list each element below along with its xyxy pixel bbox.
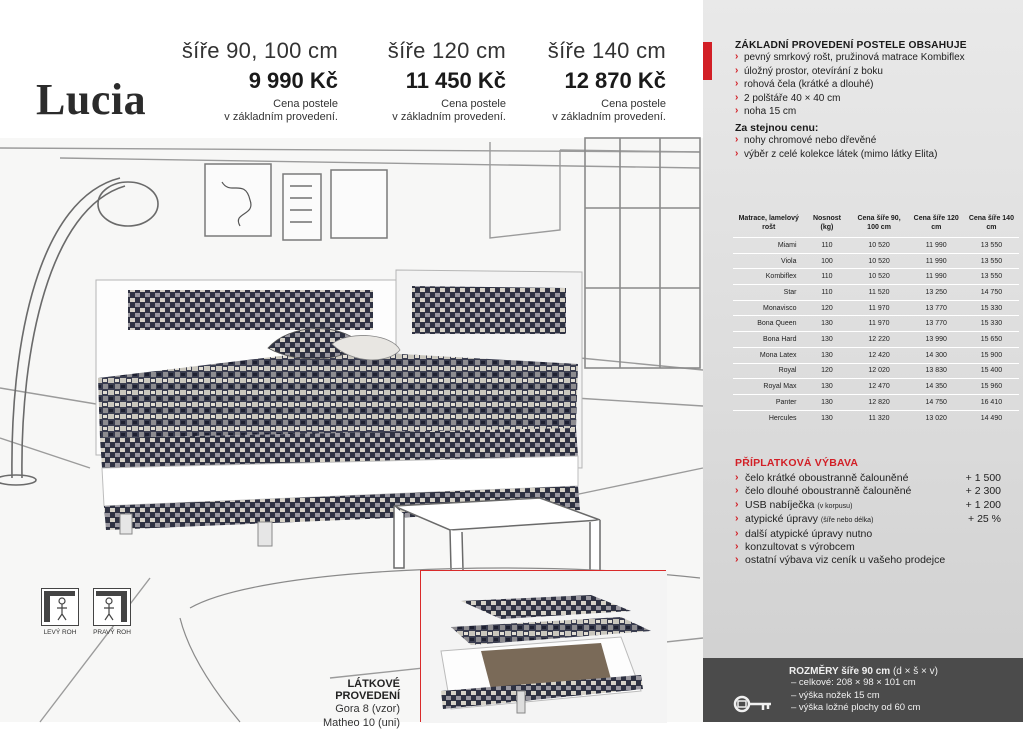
price-width: šíře 90, 100 cm bbox=[181, 38, 338, 63]
extras-label-text: atypické úpravy bbox=[745, 513, 818, 526]
table-header: Nosnost (kg) bbox=[812, 215, 841, 231]
extras-item bbox=[735, 554, 1001, 567]
storage-photo-inset bbox=[420, 570, 666, 722]
table-cell: 110 bbox=[805, 285, 850, 301]
table-cell: 13 550 bbox=[964, 238, 1019, 254]
dimensions bbox=[789, 666, 1019, 715]
table-cell-name: Miami bbox=[733, 238, 805, 254]
fabric-info bbox=[288, 678, 400, 730]
spec-list bbox=[735, 51, 1017, 119]
table-cell: 13 550 bbox=[964, 253, 1019, 269]
extras-item-label bbox=[735, 554, 945, 567]
table-cell: 13 250 bbox=[909, 285, 964, 301]
table-cell-name: Royal Max bbox=[733, 379, 805, 395]
table-cell-name: Mona Latex bbox=[733, 347, 805, 363]
corner-options bbox=[38, 588, 134, 636]
table-cell: 12 220 bbox=[849, 332, 908, 348]
base-spec bbox=[735, 40, 1017, 161]
table-cell: 10 520 bbox=[849, 253, 908, 269]
price-block-140 bbox=[506, 38, 666, 124]
extras-title: PŘÍPLATKOVÁ VÝBAVA bbox=[735, 457, 859, 469]
price-note: v základním provedení. bbox=[392, 111, 506, 123]
table-cell: 130 bbox=[805, 332, 850, 348]
optional-extras bbox=[735, 457, 1001, 568]
table-cell: 15 330 bbox=[964, 300, 1019, 316]
table-cell: 130 bbox=[805, 347, 850, 363]
table-cell: 130 bbox=[805, 316, 850, 332]
table-cell: 15 900 bbox=[964, 347, 1019, 363]
price-value: 12 870 Kč bbox=[564, 68, 666, 93]
list-item: › rohová čela (krátké a dlouhé) bbox=[735, 78, 1017, 92]
extras-label-text: konzultovat s výrobcem bbox=[745, 541, 855, 554]
corner-bed-right-icon bbox=[93, 588, 131, 626]
extras-list bbox=[735, 472, 1001, 568]
dimensions-panel bbox=[703, 658, 1023, 722]
extras-label-text: další atypické úpravy nutno bbox=[745, 527, 873, 540]
table-row bbox=[733, 347, 1019, 363]
table-cell: 12 820 bbox=[849, 394, 908, 410]
list-item: › pevný smrkový rošt, pružinová matrace Kombiflex bbox=[735, 51, 1017, 65]
table-header: Cena šíře 120 cm bbox=[913, 215, 959, 231]
dimension-line: – výška ložné plochy od 60 cm bbox=[791, 702, 921, 713]
table-row bbox=[733, 300, 1019, 316]
table-cell-name: Bona Queen bbox=[733, 316, 805, 332]
table-cell: 130 bbox=[805, 394, 850, 410]
table-cell: 11 520 bbox=[849, 285, 908, 301]
price-note: v základním provedení. bbox=[224, 111, 338, 123]
extras-price: + 2 300 bbox=[965, 485, 1001, 498]
extras-label-text: ostatní výbava viz ceník u vašeho prodejce bbox=[745, 554, 946, 567]
price-note: v základním provedení. bbox=[552, 111, 666, 123]
extras-item bbox=[735, 485, 1001, 498]
table-header: Cena šíře 90, 100 cm bbox=[857, 215, 901, 231]
dimensions-suffix: (d × š × v) bbox=[892, 666, 938, 677]
table-row bbox=[733, 332, 1019, 348]
table-header: Matrace, lamelový rošt bbox=[738, 215, 799, 231]
table-row bbox=[733, 394, 1019, 410]
dimensions-title: ROZMĚRY šíře 90 cm (d × š × v) bbox=[789, 666, 938, 677]
table-cell: 13 020 bbox=[909, 410, 964, 426]
mattress-price-table bbox=[733, 214, 1019, 426]
fabric-title: LÁTKOVÉ PROVEDENÍ bbox=[335, 678, 400, 702]
table-body bbox=[733, 238, 1019, 426]
price-value: 9 990 Kč bbox=[248, 68, 338, 93]
table-cell: 12 020 bbox=[849, 363, 908, 379]
table-cell: 13 550 bbox=[964, 269, 1019, 285]
accent-bar bbox=[703, 42, 712, 80]
table-cell-name: Monavisco bbox=[733, 300, 805, 316]
price-note: Cena postele bbox=[441, 98, 506, 110]
table-row bbox=[733, 269, 1019, 285]
price-note: Cena postele bbox=[601, 98, 666, 110]
table-cell: 14 750 bbox=[964, 285, 1019, 301]
table-cell: 10 520 bbox=[849, 269, 908, 285]
table-header: Cena šíře 140 cm bbox=[968, 215, 1014, 231]
extras-note: (v korpusu) bbox=[817, 502, 853, 510]
table-row bbox=[733, 379, 1019, 395]
extras-item-label bbox=[735, 528, 872, 541]
extras-price: + 1 200 bbox=[965, 498, 1001, 511]
table-cell: 13 830 bbox=[909, 363, 964, 379]
table-cell-name: Royal bbox=[733, 363, 805, 379]
table-cell: 10 520 bbox=[849, 238, 908, 254]
table-cell-name: Bona Hard bbox=[733, 332, 805, 348]
table-cell: 14 750 bbox=[909, 394, 964, 410]
fabric-line: Gora 8 (vzor) bbox=[335, 703, 400, 715]
table-cell: 100 bbox=[805, 253, 850, 269]
extras-item-label bbox=[735, 499, 852, 513]
extras-price: + 25 % bbox=[968, 513, 1001, 526]
extras-note: (šíře nebo délka) bbox=[820, 517, 874, 525]
table-cell: 110 bbox=[805, 238, 850, 254]
table-cell: 16 410 bbox=[964, 394, 1019, 410]
extras-item bbox=[735, 472, 1001, 485]
corner-left-label: LEVÝ ROH bbox=[43, 629, 77, 636]
table-cell: 15 960 bbox=[964, 379, 1019, 395]
table-row bbox=[733, 363, 1019, 379]
table-row bbox=[733, 238, 1019, 254]
table-cell: 11 320 bbox=[849, 410, 908, 426]
spec-panel bbox=[703, 0, 1023, 722]
table-cell: 130 bbox=[805, 410, 850, 426]
table-cell: 13 770 bbox=[909, 316, 964, 332]
table-row bbox=[733, 285, 1019, 301]
table-cell: 11 990 bbox=[909, 253, 964, 269]
list-item: › nohy chromové nebo dřevěné bbox=[735, 134, 1017, 148]
table-cell: 120 bbox=[805, 363, 850, 379]
table-cell-name: Kombiflex bbox=[733, 269, 805, 285]
price-width: šíře 120 cm bbox=[387, 38, 506, 63]
table-cell: 11 970 bbox=[849, 300, 908, 316]
corner-right-label: PRAVÝ ROH bbox=[93, 629, 131, 636]
list-item: › 2 polštáře 40 × 40 cm bbox=[735, 92, 1017, 106]
list-item: › výběr z celé kolekce látek (mimo látky Elita) bbox=[735, 148, 1017, 162]
table-cell: 13 770 bbox=[909, 300, 964, 316]
spec-sub-list bbox=[735, 134, 1017, 161]
extras-item bbox=[735, 499, 1001, 513]
table-row bbox=[733, 253, 1019, 269]
product-name: Lucia bbox=[36, 75, 147, 124]
list-item: › noha 15 cm bbox=[735, 105, 1017, 119]
extras-item-label bbox=[735, 541, 855, 554]
extras-item bbox=[735, 513, 1001, 527]
extras-label-text: čelo dlouhé oboustranně čalouněné bbox=[745, 485, 912, 498]
table-cell: 15 400 bbox=[964, 363, 1019, 379]
table-cell-name: Star bbox=[733, 285, 805, 301]
table-row bbox=[733, 316, 1019, 332]
price-block-90-100 bbox=[178, 38, 338, 124]
table-cell: 14 490 bbox=[964, 410, 1019, 426]
table-cell: 15 330 bbox=[964, 316, 1019, 332]
table-cell-name: Panter bbox=[733, 394, 805, 410]
table-cell-name: Viola bbox=[733, 253, 805, 269]
extras-item-label bbox=[735, 485, 911, 498]
table-cell: 11 970 bbox=[849, 316, 908, 332]
key-icon bbox=[733, 694, 773, 714]
table-cell: 11 990 bbox=[909, 269, 964, 285]
table-header-row bbox=[733, 214, 1019, 238]
table-cell: 15 650 bbox=[964, 332, 1019, 348]
price-block-120 bbox=[346, 38, 506, 124]
list-item: › úložný prostor, otevírání z boku bbox=[735, 65, 1017, 79]
price-value: 11 450 Kč bbox=[405, 68, 506, 93]
extras-item-label bbox=[735, 513, 873, 527]
corner-right bbox=[90, 588, 134, 636]
table-cell: 14 300 bbox=[909, 347, 964, 363]
corner-left bbox=[38, 588, 82, 636]
extras-label-text: čelo krátké oboustranně čalouněné bbox=[745, 472, 909, 484]
table-cell-name: Hercules bbox=[733, 410, 805, 426]
extras-price: + 1 500 bbox=[965, 472, 1001, 484]
table-cell: 11 990 bbox=[909, 238, 964, 254]
extras-item-label bbox=[735, 472, 908, 485]
extras-item bbox=[735, 528, 1001, 541]
dimension-line: – výška nožek 15 cm bbox=[791, 689, 880, 701]
price-width: šíře 140 cm bbox=[547, 38, 666, 63]
table-row bbox=[733, 410, 1019, 426]
table-cell: 120 bbox=[805, 300, 850, 316]
table-cell: 110 bbox=[805, 269, 850, 285]
extras-label-text: USB nabíječka bbox=[745, 498, 815, 511]
spec-title: ZÁKLADNÍ PROVEDENÍ POSTELE OBSAHUJE bbox=[735, 40, 967, 51]
table-cell: 12 420 bbox=[849, 347, 908, 363]
table-cell: 130 bbox=[805, 379, 850, 395]
table-cell: 14 350 bbox=[909, 379, 964, 395]
extras-item bbox=[735, 541, 1001, 554]
table-cell: 13 990 bbox=[909, 332, 964, 348]
corner-bed-left-icon bbox=[41, 588, 79, 626]
fabric-line: Matheo 10 (uni) bbox=[322, 717, 400, 729]
table-cell: 12 470 bbox=[849, 379, 908, 395]
spec-subtitle: Za stejnou cenu: bbox=[735, 121, 819, 134]
dimension-line: – celkové: 208 × 98 × 101 cm bbox=[791, 677, 916, 688]
price-note: Cena postele bbox=[273, 98, 338, 110]
